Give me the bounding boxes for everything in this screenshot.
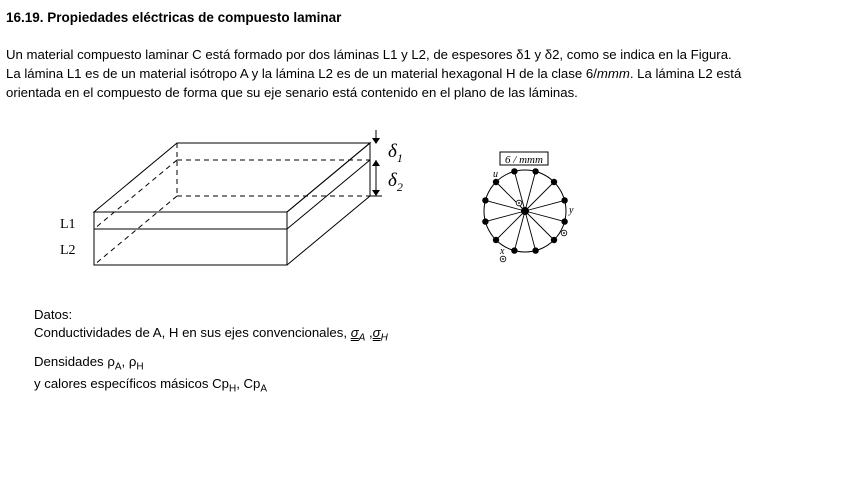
statement-line-2: La lámina L1 es de un material isótropo A y la lámina L2 es de un material hexagonal H de la clase 6/mmm. La lámina L2 está (6, 66, 742, 81)
label-L2: L2 (60, 243, 76, 258)
statement-line-1: Un material compuesto laminar C está formado por dos láminas L1 y L2, de espesores δ1 y δ2, como se indica en la Figura. (6, 47, 732, 62)
stereo-pole (551, 179, 557, 185)
label-L1: L1 (60, 217, 76, 232)
axis-y: y (569, 205, 574, 216)
stereo-pole (511, 168, 517, 174)
stereo-pole (532, 247, 538, 253)
statement-line-3: orientada en el compuesto de forma que su eje senario está contenido en el plano de las láminas. (6, 85, 578, 100)
label-delta1: $\delta_1$ (388, 141, 403, 165)
data-section (34, 306, 388, 398)
stereo-spoke (525, 200, 565, 211)
stereo-spoke (525, 211, 554, 240)
stereogram (482, 152, 574, 262)
densities-line: Densidades $\rho_A$, $\rho_H$ (34, 353, 144, 373)
specific-heat-line: y calores específicos másicos $Cp_H$, $Cp_A$ (34, 376, 268, 395)
stereo-spoke (525, 182, 554, 211)
stereo-pole (532, 168, 538, 174)
sigma-H: $\sigma_H$ (372, 325, 388, 344)
stereo-spoke (496, 211, 525, 240)
axis-u: u (493, 169, 498, 180)
stereo-spoke (496, 182, 525, 211)
stereo-title: 6 / mmm (505, 154, 543, 166)
axis-x: x (500, 246, 505, 257)
stereo-spoke (514, 211, 525, 251)
stereo-pole (551, 237, 557, 243)
datos-heading: Datos: (34, 307, 73, 322)
stereo-spoke (485, 211, 525, 222)
stereo-pole (561, 197, 567, 203)
stereo-pole (482, 197, 488, 203)
stereo-spoke (525, 171, 536, 211)
stereo-spoke (525, 211, 565, 222)
conductivities-line: Conductividades de A, H en sus ejes convencionales, $\sigma_A$ $,\sigma_H$ (34, 325, 388, 344)
sigma-A: $\sigma_A$ (350, 325, 366, 344)
stereo-pole (482, 218, 488, 224)
stereo-pole (511, 247, 517, 253)
label-delta2: $\delta_2$ (388, 170, 403, 194)
class-mmm: mmm (596, 66, 630, 81)
stereo-pole (561, 218, 567, 224)
stereo-spoke (525, 211, 536, 251)
stereo-pole (493, 237, 499, 243)
problem-title: 16.19. Propiedades eléctricas de compuesto laminar (6, 10, 342, 25)
